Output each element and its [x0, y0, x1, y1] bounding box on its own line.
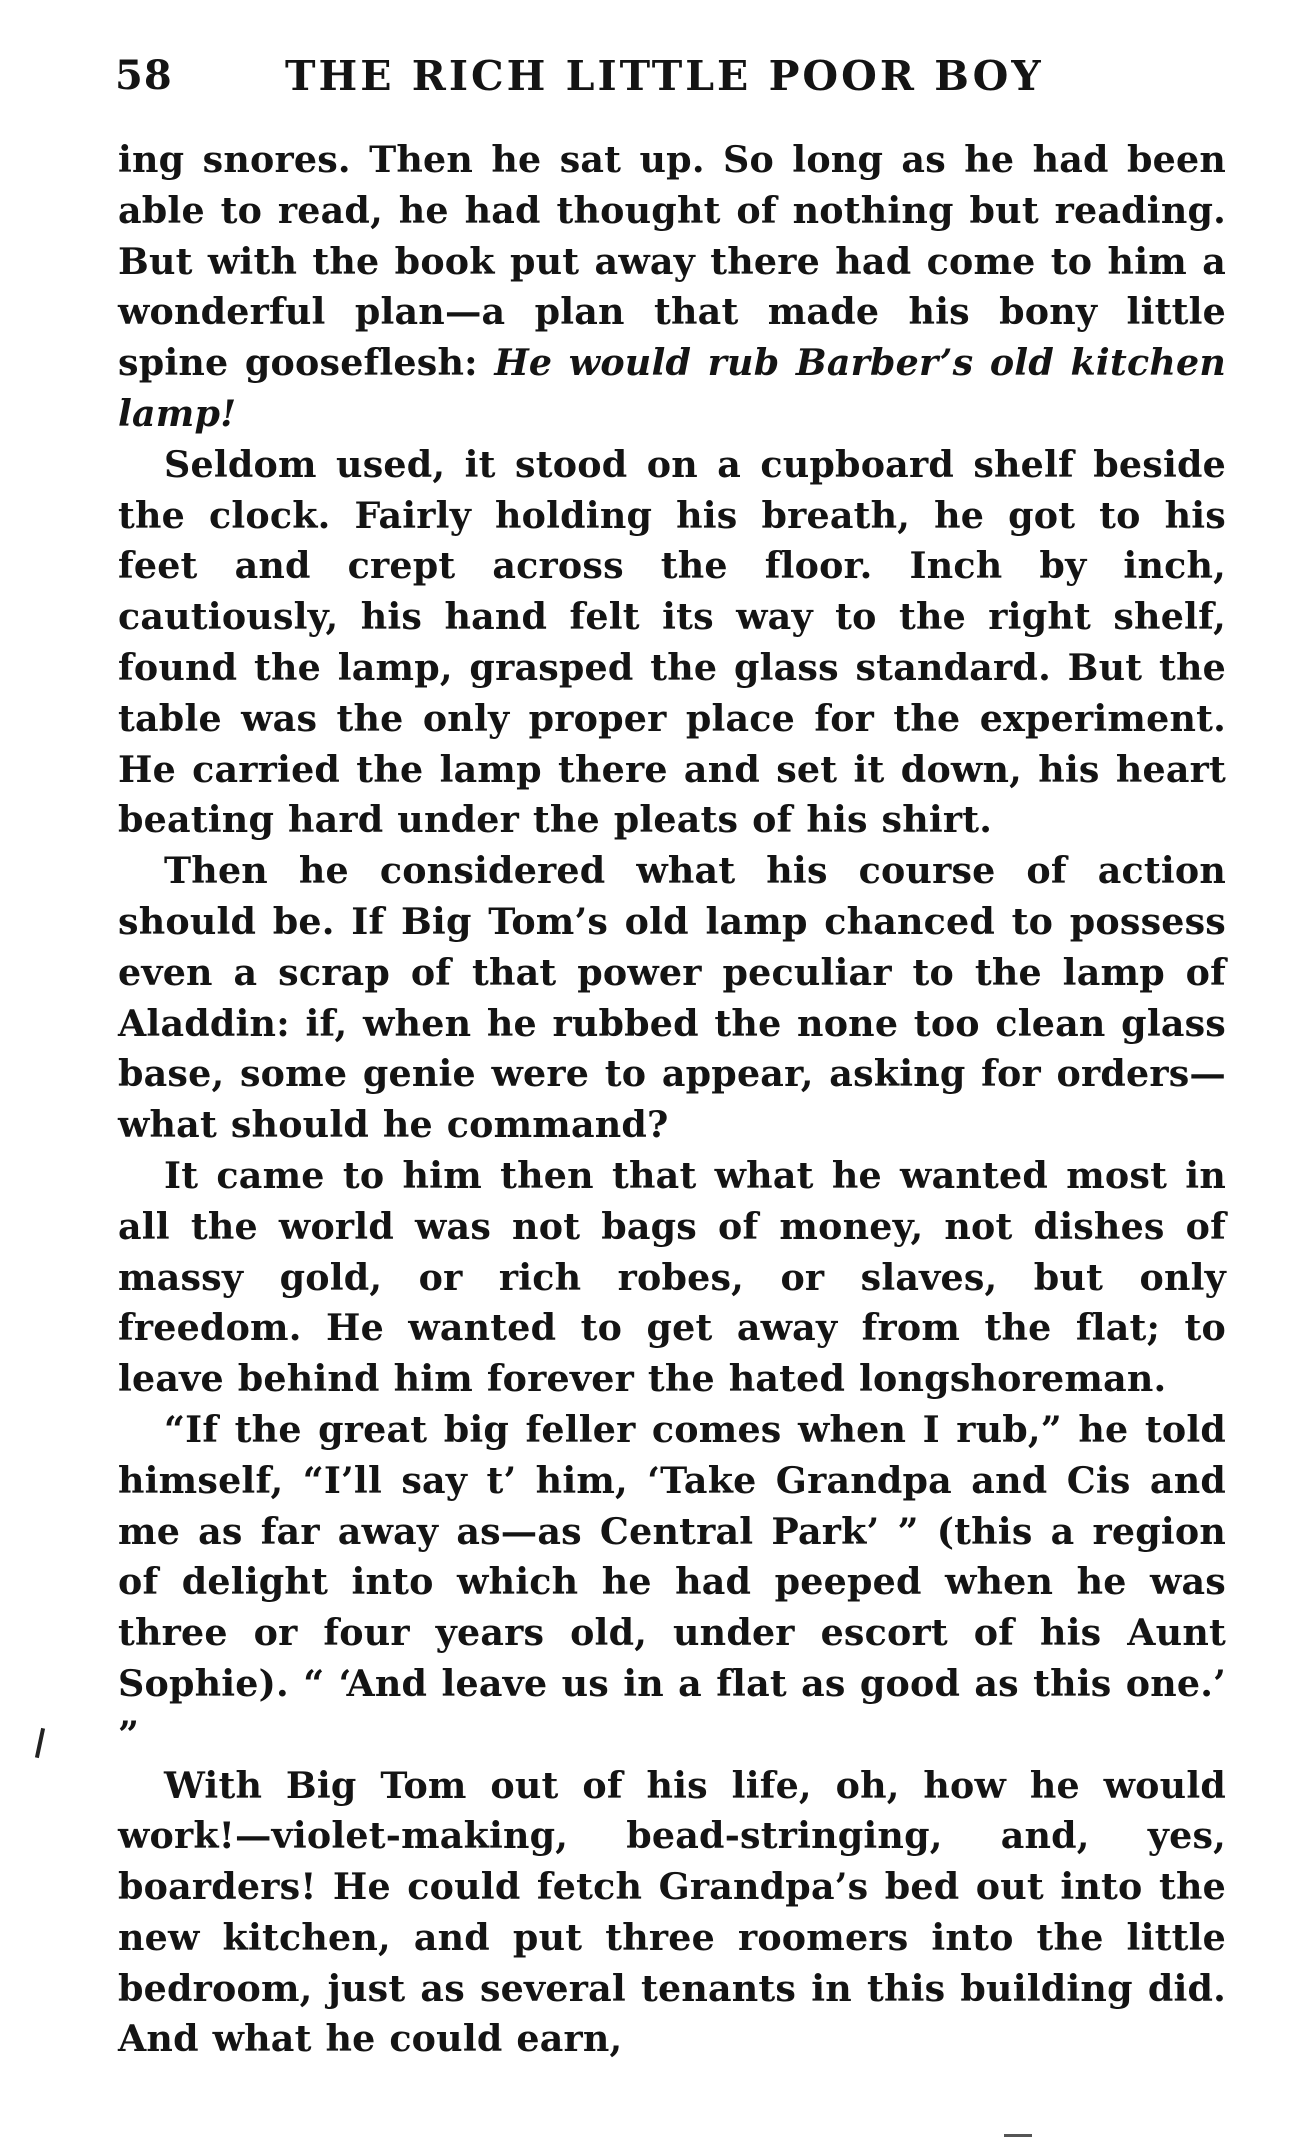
margin-pencil-mark — [35, 1728, 45, 1758]
page-number: 58 — [115, 52, 173, 99]
paragraph-6: With Big Tom out of his life, oh, how he would work!—violet-making, bead-stringing, and, yes, boarders! He could fetch Grandpa’s bed out into the new kitchen, and put three roomers into the little bedroom, just as several tenants in this building did. And what he could earn, — [118, 1763, 1226, 2061]
paragraph-1-italic: He would rub Barber’s old kitchen lamp! — [118, 341, 1226, 435]
paragraph-2: Seldom used, it stood on a cupboard shelf beside the clock. Fairly holding his breath, he got to his feet and crept across the floor. Inch by inch, cautiously, his hand felt its way to the right shelf, found the lamp, grasped the glass standard. But the table was the only proper place for the experiment. He carried the lamp there and set it down, his heart beating hard under the pleats of his shirt. — [118, 442, 1226, 842]
paragraph-5: “If the great big feller comes when I rub,” he told himself, “I’ll say t’ him, ‘Take Grandpa and Cis and me as far away as—as Central Park’ ” (this a region of delight into which he had peeped when he was three or four years old, under escort of his Aunt Sophie). “ ‘And leave us in a flat as good as this one.’ ” — [118, 1407, 1226, 1756]
paragraph-1-text: ing snores. Then he sat up. So long as he had been able to read, he had thought of nothing but reading. But with the book put away there had come to him a wonderful plan—a plan that made his bony little spine gooseflesh: — [118, 138, 1226, 385]
bottom-edge-mark — [1004, 2134, 1032, 2137]
paragraph-4: It came to him then that what he wanted most in all the world was not bags of money, not dishes of massy gold, or rich robes, or slaves, but only freedom. He wanted to get away from the flat; to leave behind him forever the hated longshoreman. — [118, 1153, 1226, 1401]
paragraph-1 — [118, 135, 1226, 440]
running-title: THE RICH LITTLE POOR BOY — [285, 52, 1044, 100]
body-text — [118, 135, 1226, 2065]
paragraph-3: Then he considered what his course of action should be. If Big Tom’s old lamp chanced to possess even a scrap of that power peculiar to the lamp of Aladdin: if, when he rubbed the none too clean glass base, some genie were to appear, asking for orders—what should he command? — [118, 849, 1226, 1147]
page-header — [115, 52, 1225, 112]
